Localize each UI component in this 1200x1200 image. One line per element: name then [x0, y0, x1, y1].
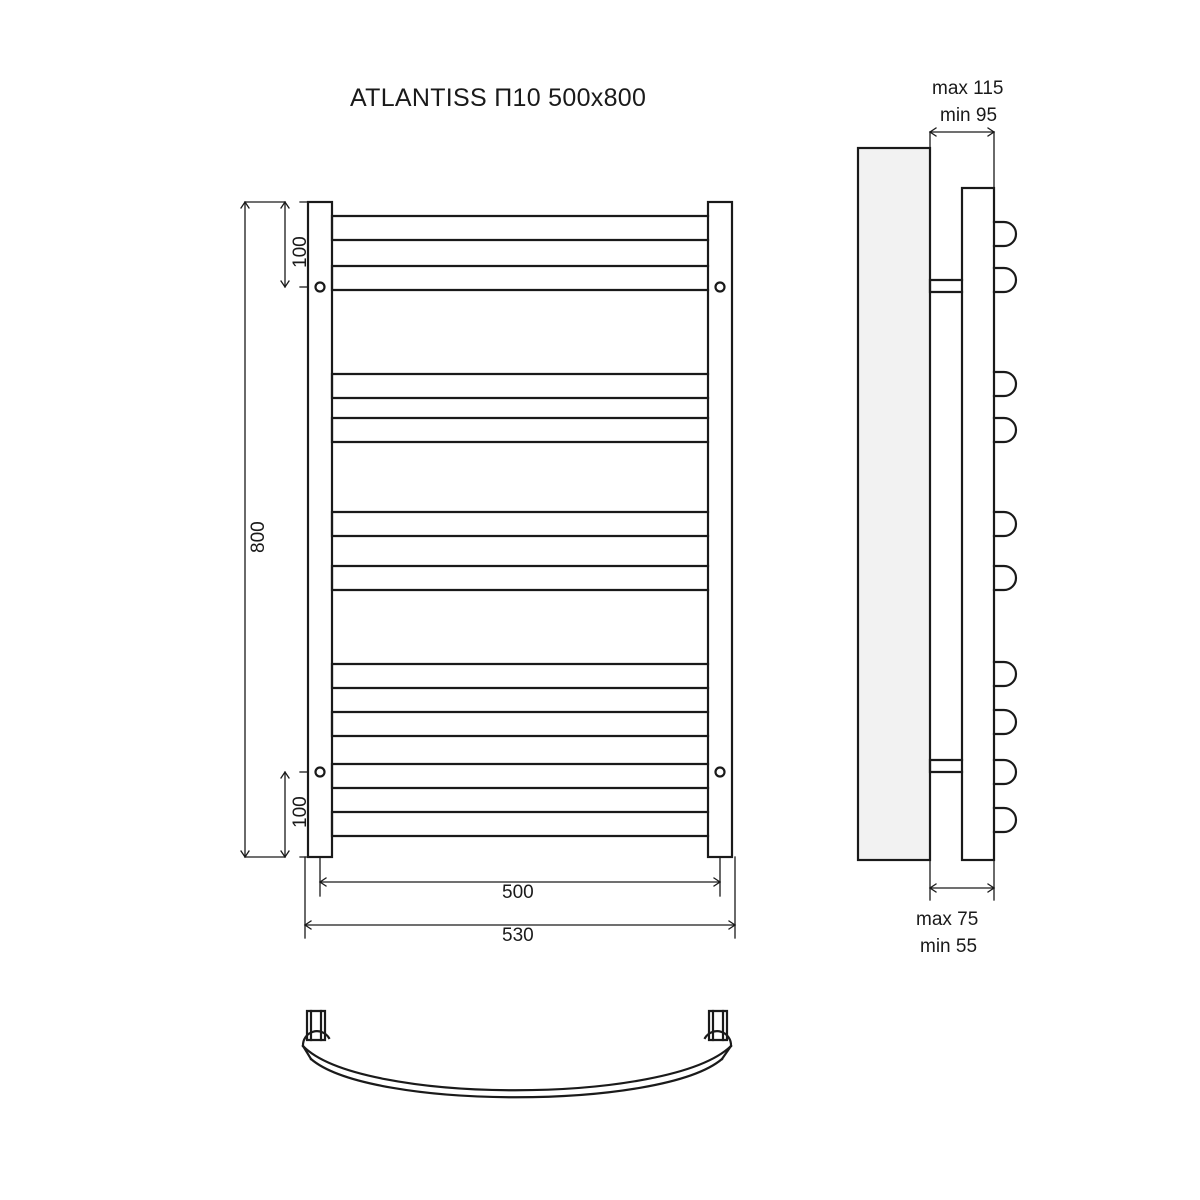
dimension-lines-front: [241, 202, 735, 938]
note-bracket-depth-max: max 75: [916, 909, 979, 930]
front-view-left-post: [308, 202, 332, 857]
front-view-rails: [332, 216, 708, 836]
side-view-bracket-top: [930, 280, 962, 292]
mounting-point-bottom-right: [716, 768, 725, 777]
side-view-body: [962, 188, 994, 860]
dimension-total-height: 800: [248, 521, 269, 553]
mounting-point-top-left: [316, 283, 325, 292]
dimension-outer-width: 530: [502, 925, 534, 946]
mounting-point-bottom-left: [316, 768, 325, 777]
accessory-curved-bracket: [303, 1011, 731, 1097]
page-title: ATLANTISS П10 500x800: [350, 84, 647, 112]
side-view-rail-ends: [994, 222, 1016, 832]
dimension-bottom-offset: 100: [290, 796, 311, 828]
side-view-wall: [858, 148, 930, 860]
front-view-right-post: [708, 202, 732, 857]
dimension-top-offset: 100: [290, 236, 311, 268]
note-bracket-depth-min: min 55: [920, 936, 978, 957]
note-wall-distance-min: min 95: [940, 105, 998, 126]
note-wall-distance-max: max 115: [932, 78, 1004, 99]
mounting-point-top-right: [716, 283, 725, 292]
side-view-bracket-bottom: [930, 760, 962, 772]
dimension-inner-width: 500: [502, 882, 534, 903]
